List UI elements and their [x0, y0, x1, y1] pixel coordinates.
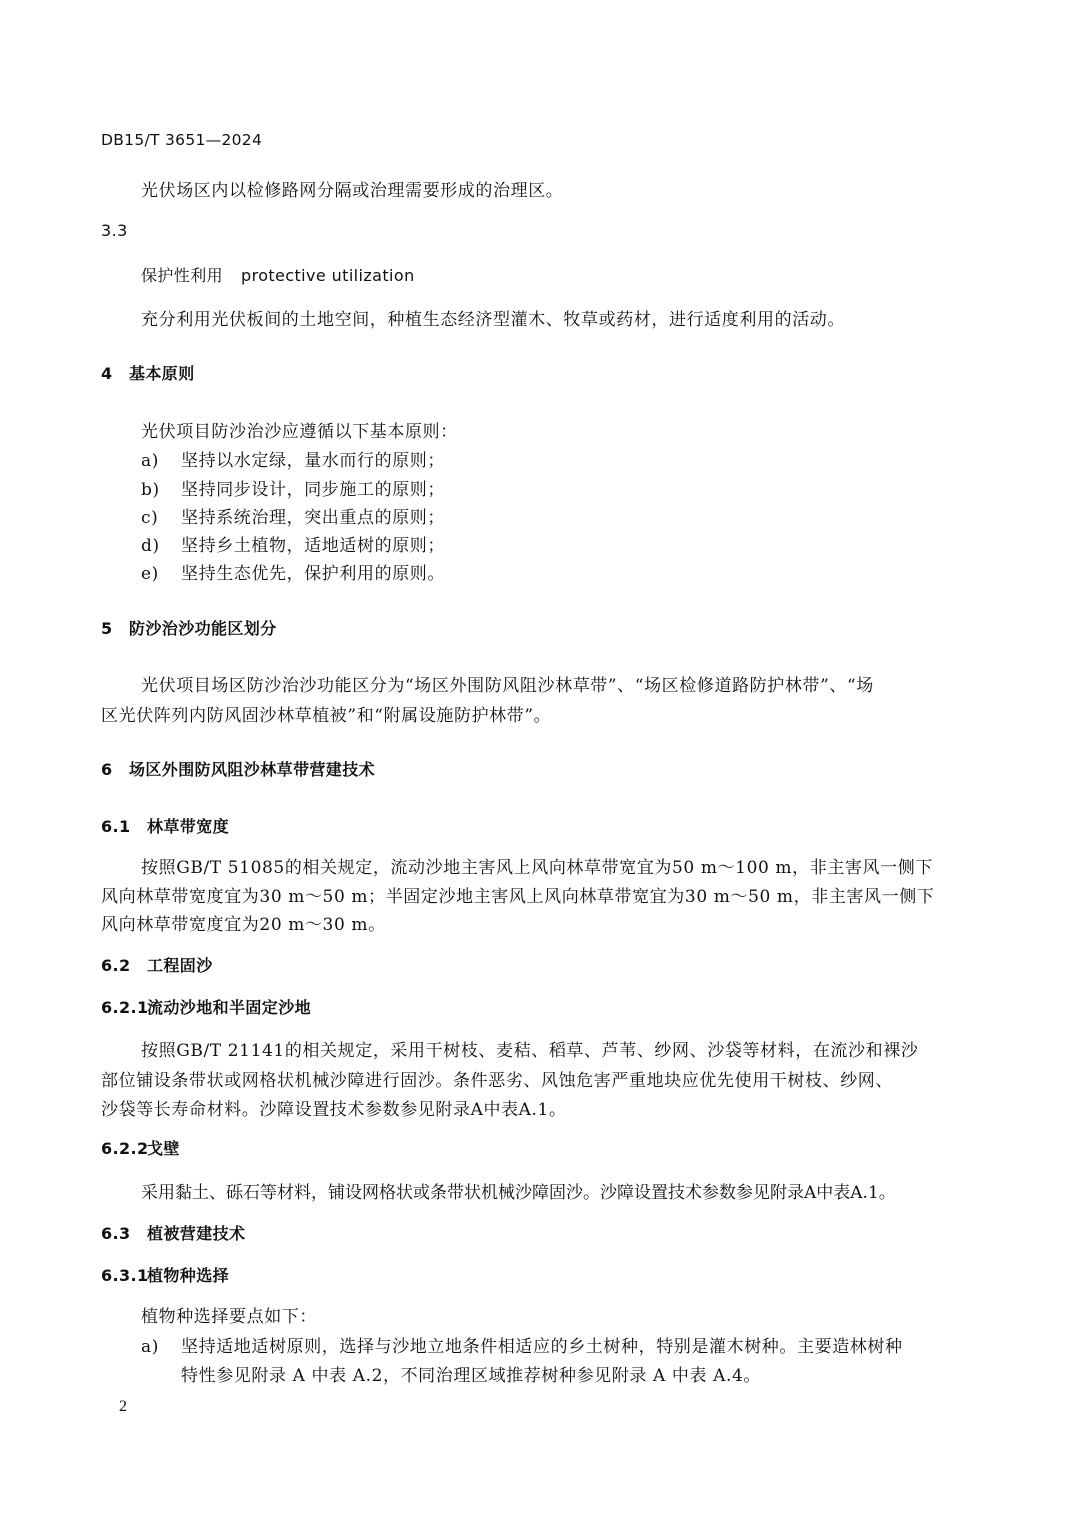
section-number: 6.2.2: [101, 1139, 149, 1158]
section-title: 流动沙地和半固定沙地: [147, 998, 312, 1017]
list-label: c): [141, 508, 159, 528]
page-number: 2: [119, 1398, 127, 1415]
list-label: b): [141, 480, 160, 500]
section-number: 6.1: [101, 817, 131, 836]
section-heading-6-3-1: [101, 1263, 229, 1286]
section-number: 6.3.1: [101, 1266, 149, 1285]
section-heading-6-2-2: [101, 1136, 180, 1159]
section-heading-6-3: [101, 1221, 245, 1244]
paragraph-line: 光伏项目场区防沙治沙功能区分为“场区外围防风阻沙林草带”、“场区检修道路防护林带”、“场: [141, 676, 874, 696]
list-item: [141, 559, 445, 584]
section-heading-6-1: [101, 814, 229, 837]
section-title: 植物种选择: [147, 1266, 230, 1285]
section-title: 工程固沙: [147, 956, 213, 975]
section-title: 林草带宽度: [147, 817, 230, 836]
list-item: [141, 503, 445, 528]
section-title: 防沙治沙功能区划分: [129, 619, 277, 638]
paragraph-line: 按照GB/T 51085的相关规定，流动沙地主害风上风向林草带宽宜为50 m～100 m，非主害风一侧下: [141, 858, 933, 878]
paragraph-line: 部位铺设条带状或网格状机械沙障进行固沙。条件恶劣、风蚀危害严重地块应优先使用干树枝、纱网、: [101, 1071, 893, 1091]
term-chinese: 保护性利用: [141, 266, 224, 285]
section-title: 基本原则: [129, 364, 195, 383]
list-item: [141, 475, 445, 500]
section-number: 5: [101, 619, 113, 638]
term-english: protective utilization: [241, 266, 415, 285]
document-number: DB15/T 3651—2024: [101, 131, 263, 149]
list-text: 坚持同步设计，同步施工的原则；: [181, 480, 445, 500]
list-item: [141, 1332, 903, 1357]
term-definition: 充分利用光伏板间的土地空间，种植生态经济型灌木、牧草或药材，进行适度利用的活动。: [141, 310, 845, 330]
section-heading-5: [101, 616, 277, 639]
section-heading-4: [101, 361, 195, 384]
list-text: 坚持以水定绿，量水而行的原则；: [181, 451, 445, 471]
principles-intro: 光伏项目防沙治沙应遵循以下基本原则：: [141, 422, 458, 442]
list-text: 坚持乡土植物，适地适树的原则；: [181, 536, 445, 556]
paragraph-line: 沙袋等长寿命材料。沙障设置技术参数参见附录A中表A.1。: [101, 1100, 567, 1120]
section-number: 4: [101, 364, 113, 383]
list-label: a): [141, 451, 159, 471]
section-title: 戈壁: [147, 1139, 180, 1158]
selection-intro: 植物种选择要点如下：: [141, 1307, 317, 1327]
paragraph-line: 按照GB/T 21141的相关规定，采用干树枝、麦秸、稻草、芦苇、纱网、沙袋等材料，在流沙和裸沙: [141, 1041, 919, 1061]
list-item: [141, 446, 445, 471]
section-heading-6-2-1: [101, 995, 311, 1018]
section-number: 6.2.1: [101, 998, 149, 1017]
list-label: e): [141, 564, 159, 584]
paragraph-line: 采用黏土、砾石等材料，铺设网格状或条带状机械沙障固沙。沙障设置技术参数参见附录A中表A.1。: [141, 1183, 896, 1203]
section-number: 6: [101, 760, 113, 779]
list-text: 坚持系统治理，突出重点的原则；: [181, 508, 445, 528]
term-entry: [141, 263, 415, 286]
section-title: 场区外围防风阻沙林草带营建技术: [129, 760, 376, 779]
paragraph-line: 风向林草带宽度宜为30 m～50 m；半固定沙地主害风上风向林草带宽宜为30 m～50 m，非主害风一侧下: [101, 887, 935, 907]
list-label: d): [141, 536, 160, 556]
paragraph-line: 光伏场区内以检修路网分隔或治理需要形成的治理区。: [141, 181, 564, 201]
section-heading-6: [101, 757, 375, 780]
list-text: 坚持生态优先，保护利用的原则。: [181, 564, 445, 584]
paragraph-line: 风向林草带宽度宜为20 m～30 m。: [101, 915, 386, 935]
list-item-continuation: 特性参见附录 A 中表 A.2，不同治理区域推荐树种参见附录 A 中表 A.4。: [181, 1366, 761, 1386]
list-label: a): [141, 1337, 159, 1357]
section-number-3-3: 3.3: [101, 221, 128, 240]
paragraph-line: 区光伏阵列内防风固沙林草植被”和“附属设施防护林带”。: [101, 706, 552, 726]
section-number: 6.2: [101, 956, 131, 975]
list-item: [141, 531, 445, 556]
section-heading-6-2: [101, 953, 213, 976]
list-text: 坚持适地适树原则，选择与沙地立地条件相适应的乡土树种，特别是灌木树种。主要造林树种: [181, 1337, 903, 1357]
section-number: 6.3: [101, 1224, 131, 1243]
section-title: 植被营建技术: [147, 1224, 246, 1243]
